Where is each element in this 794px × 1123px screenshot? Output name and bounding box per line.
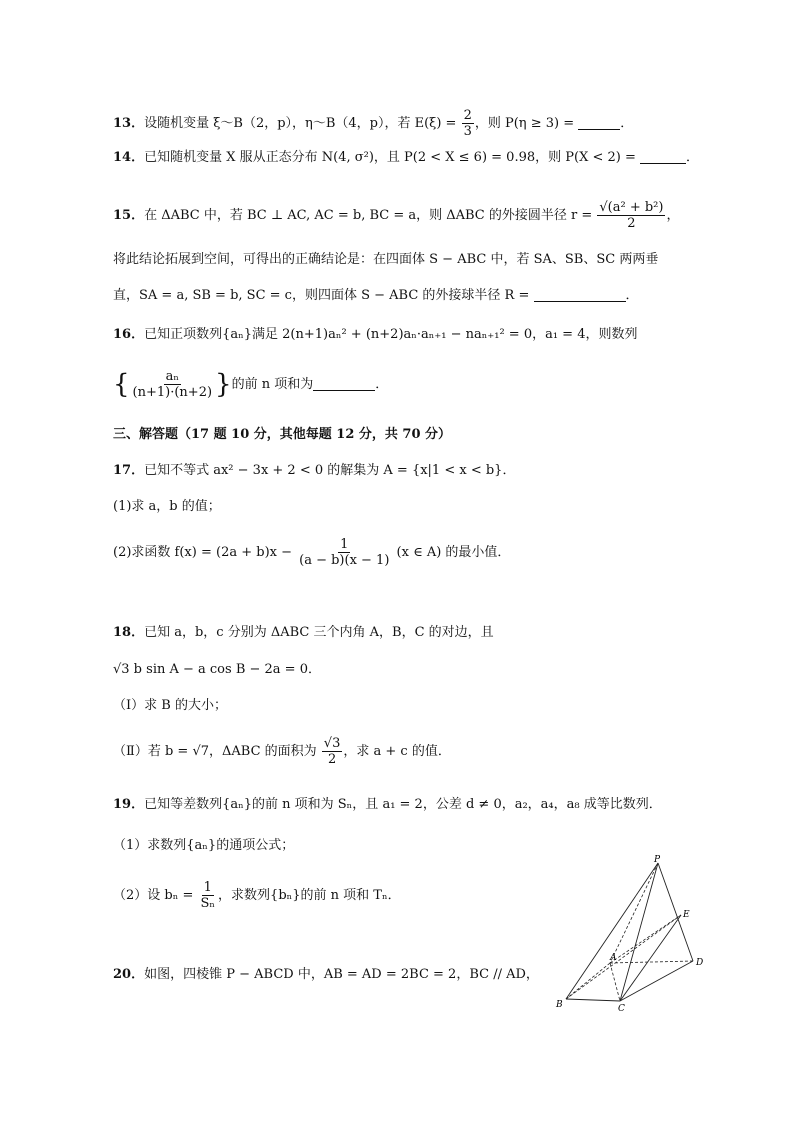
- q16-fraction: $\frac{\text{aₙ}}{(n+1)\cdot(n+2)}$: [132, 369, 213, 400]
- question-15-line1: [113, 200, 680, 231]
- q15-line3: 直，SA = a, SB = b, SC = c，则四面体 S − ABC 的外接球半径 R =: [113, 288, 534, 303]
- q14-number: 14．: [113, 150, 145, 165]
- q18-part2-head: （Ⅱ）若 b = √7，ΔABC 的面积为: [113, 744, 321, 759]
- q13-fraction: $\frac{2}{3}$: [463, 108, 472, 139]
- q17-number: 17．: [113, 463, 145, 478]
- question-14: 14．已知随机变量 X 服从正态分布 N(4, σ²)，且 P(2 < X ≤ 6) = 0.98，则 P(X < 2) = ．: [113, 150, 700, 165]
- edge-ce: [620, 915, 681, 1001]
- label-c: C: [618, 1004, 625, 1014]
- question-18: [113, 624, 494, 642]
- question-16-line1: [113, 326, 637, 344]
- q16-line2-tail: 的前 n 项和为: [231, 377, 314, 392]
- q17-part2-tail: (x ∈ A) 的最小值．: [392, 545, 511, 560]
- q19-text: 已知等差数列{aₙ}的前 n 项和为 Sₙ，且 a₁ = 2，公差 d ≠ 0，a₂，a₄，a₈ 成等比数列．: [144, 797, 662, 812]
- q13-number: 13．: [113, 116, 145, 131]
- q16-line1: 已知正项数列{aₙ}满足 2(n+1)aₙ² + (n+2)aₙ·aₙ₊₁ − naₙ₊₁² = 0，a₁ = 4，则数列: [144, 327, 638, 342]
- edge-be: [566, 915, 681, 999]
- q15-number: 15．: [113, 208, 145, 223]
- q17-text: 已知不等式 ax² − 3x + 2 < 0 的解集为 A = {x|1 < x < b}．: [144, 463, 516, 478]
- q13-text: 设随机变量 ξ～B（2，p），η～B（4，p），若 E(ξ) =: [144, 116, 461, 131]
- q16-number: 16．: [113, 327, 145, 342]
- question-16-line2: { $\frac{\text{aₙ}}{(n+1)\cdot(n+2)}$ }的前 n 项和为 ．: [113, 369, 389, 400]
- label-e: E: [683, 910, 690, 920]
- q14-answer-blank: [640, 149, 686, 164]
- pyramid-figure: [548, 855, 718, 1015]
- question-18-part2: [113, 736, 451, 767]
- label-p: P: [654, 855, 661, 865]
- edge-ae: [610, 915, 681, 963]
- edge-pc: [620, 863, 658, 1001]
- q18-number: 18．: [113, 625, 145, 640]
- q18-text: 已知 a，b，c 分别为 ΔABC 三个内角 A，B，C 的对边，且: [144, 625, 494, 640]
- label-a: A: [610, 953, 617, 963]
- edge-pa: [610, 863, 658, 963]
- q20-text: 如图，四棱锥 P − ABCD 中，AB = AD = 2BC = 2，BC // AD，: [144, 967, 539, 982]
- q15-line2: 将此结论拓展到空间，可得出的正确结论是：在四面体 S − ABC 中，若 SA、SB、SC 两两垂: [113, 252, 659, 267]
- q19-number: 19．: [113, 797, 145, 812]
- question-18-equation: √3 b sin A − a cos B − 2a = 0．: [113, 662, 321, 677]
- question-15-line2: [113, 251, 658, 269]
- edge-cd: [620, 961, 693, 1001]
- q17-part2-head: (2)求函数 f(x) = (2a + b)x −: [113, 545, 297, 560]
- question-17: [113, 462, 515, 480]
- question-19-part2: [113, 880, 401, 911]
- q16-answer-blank: [313, 376, 375, 391]
- edge-pb: [566, 863, 658, 999]
- q19-fraction: $\frac{1}{\text{Sₙ}}$: [200, 880, 216, 911]
- label-b: B: [556, 1000, 563, 1010]
- question-19: [113, 796, 662, 814]
- label-d: D: [696, 958, 704, 968]
- edge-ad: [610, 961, 693, 963]
- q13-tail: ，则 P(η ≥ 3) =: [474, 116, 579, 131]
- q15-line1-tail: ，: [666, 208, 680, 223]
- q14-text: 已知随机变量 X 服从正态分布 N(4, σ²)，且 P(2 < X ≤ 6) = 0.98，则 P(X < 2) =: [144, 150, 640, 165]
- q15-line1: 在 ΔABC 中，若 BC ⊥ AC, AC = b, BC = a，则 ΔABC 的外接圆半径 r =: [144, 208, 597, 223]
- question-17-part2: [113, 537, 510, 568]
- question-15-line3: 直，SA = a, SB = b, SC = c，则四面体 S − ABC 的外接球半径 R = ．: [113, 288, 639, 303]
- edge-bc: [566, 999, 620, 1001]
- q19-part2-head: （2）设 bₙ =: [113, 888, 198, 903]
- question-19-part1: （1）求数列{aₙ}的通项公式；: [113, 838, 295, 853]
- edge-ab: [566, 963, 610, 999]
- q15-fraction: $\frac{\text{√(a² + b²)}}{2}$: [599, 200, 664, 231]
- question-18-part1: （Ⅰ）求 B 的大小；: [113, 698, 227, 713]
- question-20: [113, 966, 539, 984]
- q20-number: 20．: [113, 967, 145, 982]
- section-3-heading: 三、解答题（17 题 10 分，其他每题 12 分，共 70 分）: [113, 427, 452, 442]
- q18-fraction: $\frac{√3}{2}$: [323, 736, 341, 767]
- q18-part2-tail: ，求 a + c 的值．: [343, 744, 451, 759]
- question-13: 13．设随机变量 ξ～B（2，p），η～B（4，p），若 E(ξ) = $\frac{2}{3}$ ，则 P(η ≥ 3) = ．: [113, 108, 634, 139]
- q13-answer-blank: [578, 115, 620, 130]
- edge-ac: [610, 963, 620, 1001]
- question-17-part1: (1)求 a，b 的值；: [113, 499, 221, 514]
- q15-answer-blank: [534, 287, 626, 302]
- q19-part2-tail: ，求数列{bₙ}的前 n 项和 Tₙ．: [218, 888, 401, 903]
- q17-fraction: $\frac{1}{(a - b)(x - 1)}$: [299, 537, 390, 568]
